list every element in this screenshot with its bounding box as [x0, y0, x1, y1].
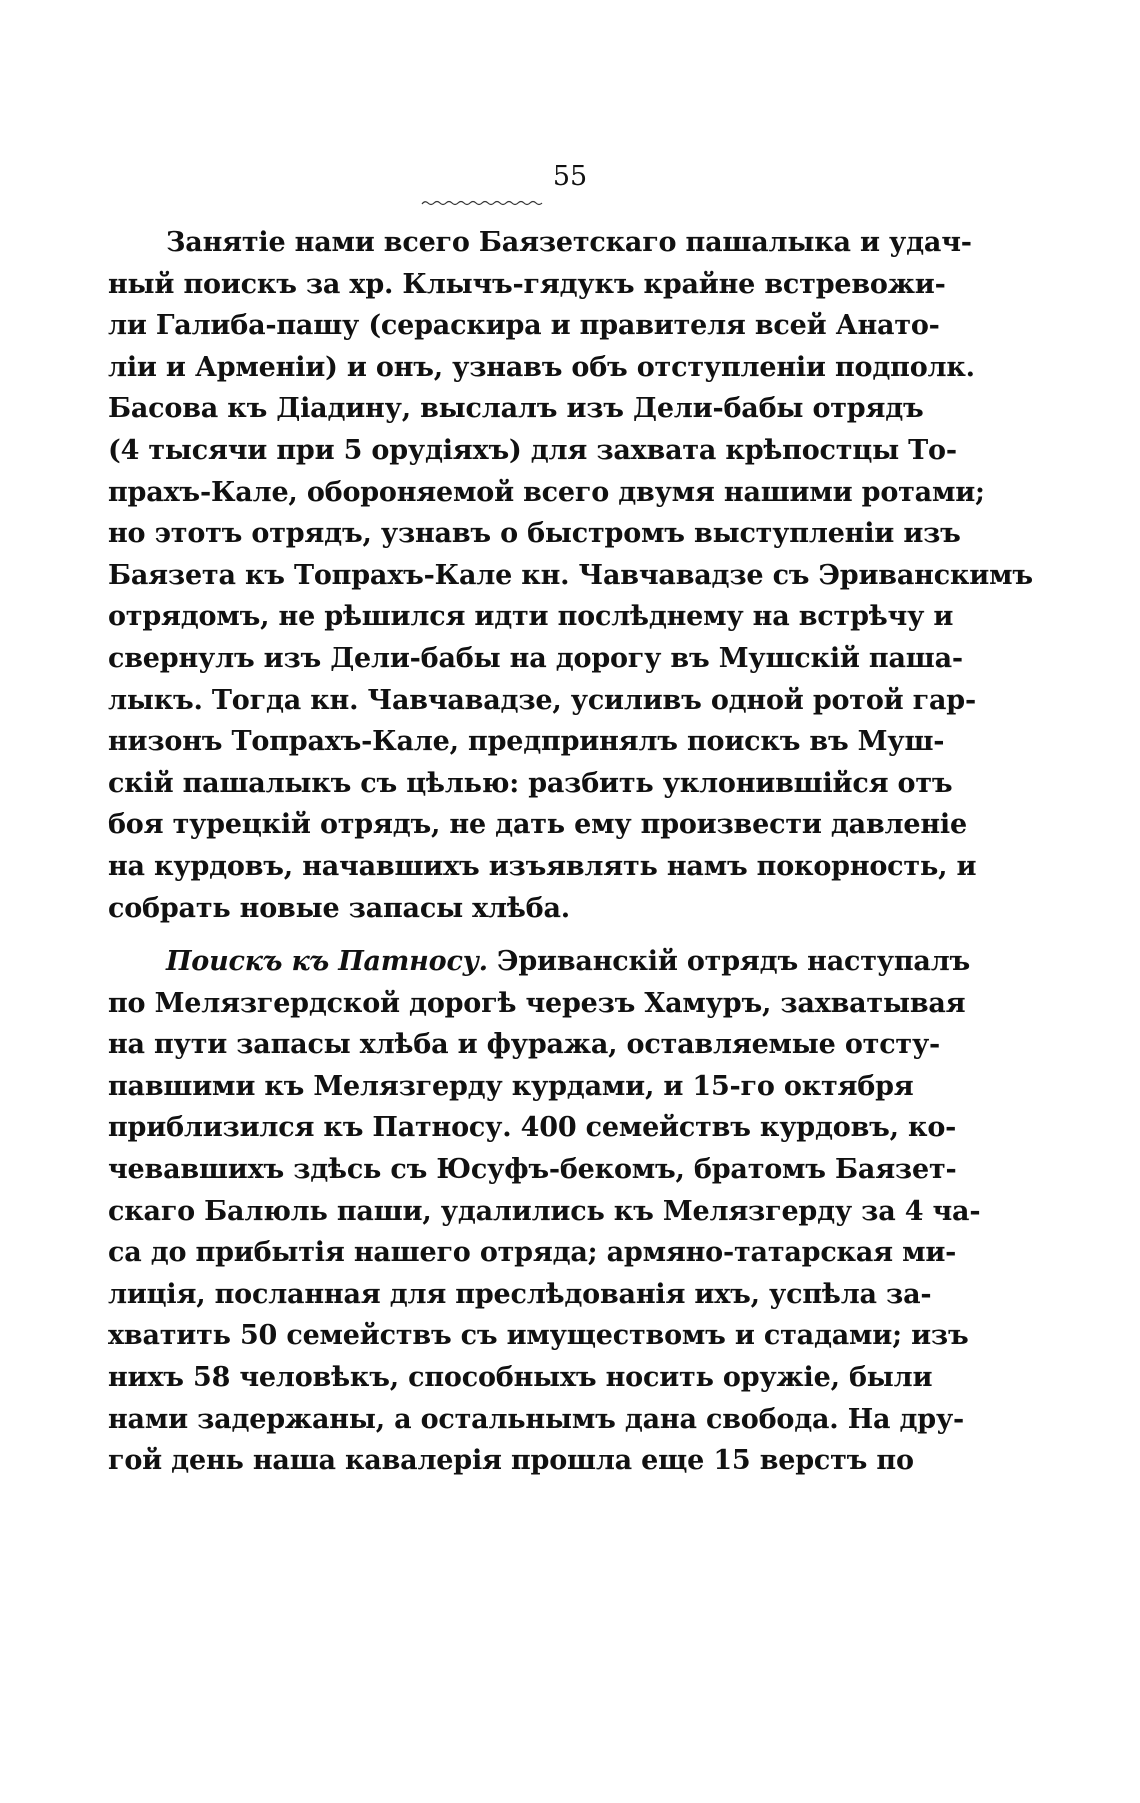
- text-line: ный поискъ за хр. Клычъ-гядукъ крайне встревожи-: [108, 268, 946, 300]
- page-number-ornament: [420, 197, 545, 207]
- paragraph-1: [108, 222, 1033, 929]
- body-text: [108, 222, 1033, 1482]
- text-line: Баязета къ Топрахъ-Кале кн. Чавчавадзе съ Эриванскимъ: [108, 559, 1033, 591]
- text-line: павшими къ Мелязгерду курдами, и 15-го октября: [108, 1070, 914, 1102]
- text-line: скій пашалыкъ съ цѣлью: разбить уклонившійся отъ: [108, 767, 953, 799]
- paragraph-2-first-line: [108, 941, 971, 983]
- text-line: нами задержаны, а остальнымъ дана свобода. На дру-: [108, 1403, 965, 1435]
- text-line: по Мелязгердской дорогѣ черезъ Хамуръ, захватывая: [108, 987, 966, 1019]
- text-line: собрать новые запасы хлѣба.: [108, 892, 570, 924]
- text-line: на пути запасы хлѣба и фуража, оставляемые отсту-: [108, 1029, 941, 1061]
- text-line: приблизился къ Патносу. 400 семействъ курдовъ, ко-: [108, 1112, 957, 1144]
- text-line: лиція, посланная для преслѣдованія ихъ, успѣла за-: [108, 1278, 932, 1310]
- text-line: ли Галиба-пашу (сераскира и правителя всей Анато-: [108, 310, 940, 342]
- text-line: са до прибытія нашего отряда; армяно-татарская ми-: [108, 1237, 957, 1269]
- text-line: гой день наша кавалерія прошла еще 15 верстъ по: [108, 1445, 914, 1477]
- text-line: но этотъ отрядъ, узнавъ о быстромъ выступленіи изъ: [108, 518, 961, 550]
- text-line: на курдовъ, начавшихъ изъявлять намъ покорность, и: [108, 850, 977, 882]
- page-number: 55: [552, 161, 588, 192]
- text-line: лыкъ. Тогда кн. Чавчавадзе, усиливъ одной ротой гар-: [108, 684, 976, 716]
- text-line: хватить 50 семействъ съ имуществомъ и стадами; изъ: [108, 1320, 969, 1352]
- paragraph-2: [108, 941, 981, 1482]
- text-line: скаго Балюль паши, удалились къ Мелязгерду за 4 ча-: [108, 1195, 981, 1227]
- text-line: нихъ 58 человѣкъ, способныхъ носить оружіе, были: [108, 1362, 933, 1394]
- text-line: Занятіе нами всего Баязетскаго пашалыка и удач-: [166, 227, 972, 258]
- text-line: Басова къ Діадину, выслалъ изъ Дели-бабы отрядъ: [108, 393, 924, 425]
- text-line: боя турецкій отрядъ, не дать ему произвести давленіе: [108, 809, 967, 841]
- section-heading: Поискъ къ Патносу.: [166, 946, 488, 978]
- text-line: прахъ-Кале, обороняемой всего двумя нашими ротами;: [108, 476, 985, 508]
- text-line: низонъ Топрахъ-Кале, предпринялъ поискъ въ Муш-: [108, 726, 945, 758]
- text-line: свернулъ изъ Дели-бабы на дорогу въ Мушскій паша-: [108, 642, 963, 674]
- text-line: ліи и Арменіи) и онъ, узнавъ объ отступленіи подполк.: [108, 351, 975, 383]
- text-line: отрядомъ, не рѣшился идти послѣднему на встрѣчу и: [108, 601, 954, 633]
- text-line: (4 тысячи при 5 орудіяхъ) для захвата крѣпостцы То-: [108, 434, 957, 466]
- text-line: чевавшихъ здѣсь съ Юсуфъ-бекомъ, братомъ Баязет-: [108, 1154, 957, 1186]
- paragraph-2-first-line-text: Эриванскій отрядъ наступалъ: [487, 946, 971, 978]
